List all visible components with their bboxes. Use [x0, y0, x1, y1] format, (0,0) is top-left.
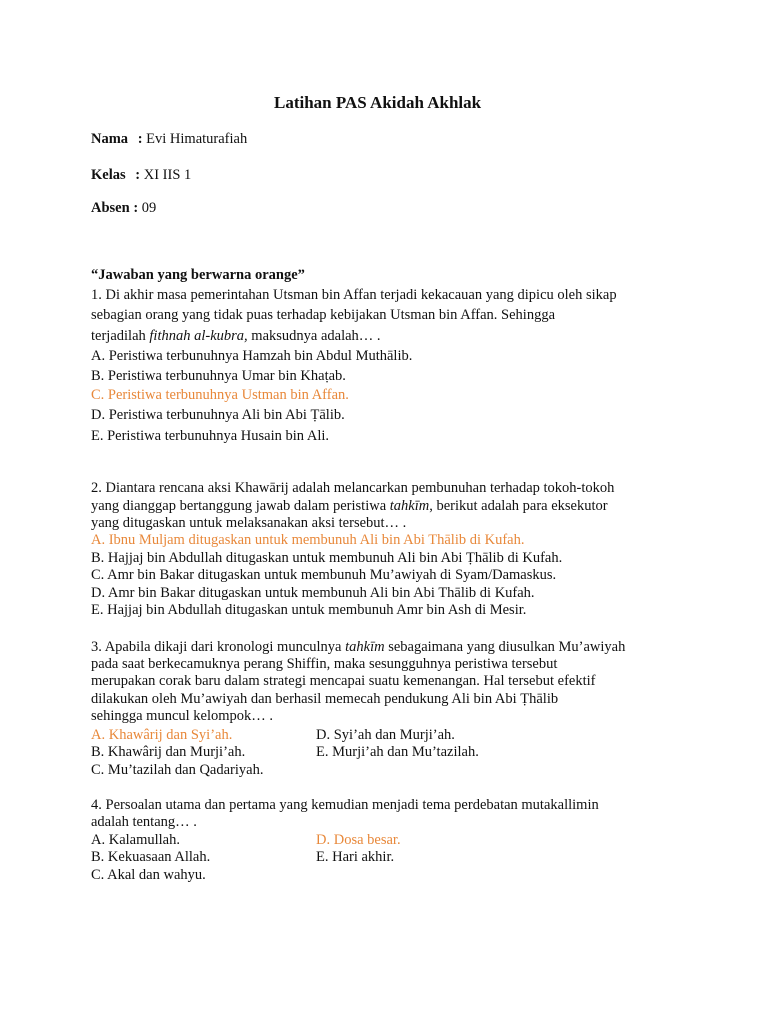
kelas-row	[91, 166, 191, 184]
kelas-label: Kelas	[91, 167, 126, 183]
q4-text-line-1: 4. Persoalan utama dan pertama yang kemudian menjadi tema perdebatan mutakallimin	[91, 797, 599, 813]
q2-option-a-answer: A. Ibnu Muljam ditugaskan untuk membunuh Ali bin Abi Thālib di Kufah.	[91, 532, 525, 548]
q1-text-line-1: 1. Di akhir masa pemerintahan Utsman bin Affan terjadi kekacauan yang dipicu oleh sikap	[91, 287, 617, 303]
q4-option-b: B. Kekuasaan Allah.	[91, 849, 211, 865]
q2-option-d: D. Amr bin Bakar ditugaskan untuk membunuh Ali bin Abi Thālib di Kufah.	[91, 585, 535, 601]
q2-text-line-1: 2. Diantara rencana aksi Khawārij adalah melancarkan pembunuhan terhadap tokoh-tokoh	[91, 480, 615, 496]
q2-term: tahkīm	[389, 498, 430, 514]
q3-option-b: B. Khawârij dan Murji’ah.	[91, 744, 246, 760]
q2-option-e: E. Hajjaj bin Abdullah ditugaskan untuk membunuh Amr bin Ash di Mesir.	[91, 602, 527, 618]
absen-row	[91, 199, 156, 217]
q2-line-2-post: , berikut adalah para eksekutor	[429, 498, 608, 514]
absen-label: Absen	[91, 200, 130, 216]
nama-row	[91, 130, 247, 148]
q3-option-d: D. Syi’ah dan Murji’ah.	[316, 727, 455, 743]
nama-value: Evi Himaturafiah	[146, 131, 248, 147]
q4-option-d-answer: D. Dosa besar.	[316, 832, 401, 848]
nama-label: Nama	[91, 131, 129, 147]
kelas-separator: :	[135, 167, 141, 183]
q1-option-d: D. Peristiwa terbunuhnya Ali bin Abi Ṭālib.	[91, 407, 345, 423]
q4-option-c: C. Akal dan wahyu.	[91, 867, 206, 883]
q3-text-line-1	[91, 638, 625, 656]
q3-line-1-pre: 3. Apabila dikaji dari kronologi munculnya	[91, 639, 346, 655]
kelas-value: XI IIS 1	[143, 167, 192, 183]
q3-text-line-2: pada saat berkecamuknya perang Shiffin, maka sesungguhnya peristiwa tersebut	[91, 656, 558, 672]
q2-text-line-2	[91, 497, 608, 515]
absen-separator: :	[133, 200, 139, 216]
q2-option-b: B. Hajjaj bin Abdullah ditugaskan untuk membunuh Ali bin Abi Ṭhālib di Kufah.	[91, 550, 563, 566]
q1-option-b: B. Peristiwa terbunuhnya Umar bin Khaṭab.	[91, 368, 346, 384]
q3-text-line-4: dilakukan oleh Mu’awiyah dan berhasil memecah pendukung Ali bin Abi Ṭhālib	[91, 691, 559, 707]
q2-line-2-pre: yang dianggap bertanggung jawab dalam peristiwa	[91, 498, 390, 514]
q2-option-c: C. Amr bin Bakar ditugaskan untuk membunuh Mu’awiyah di Syam/Damaskus.	[91, 567, 557, 583]
page-title: Latihan PAS Akidah Akhlak	[274, 93, 482, 112]
q1-term: fithnah al-kubra,	[149, 328, 248, 344]
q1-line-3-pre: terjadilah	[91, 328, 150, 344]
q1-text-line-2: sebagian orang yang tidak puas terhadap kebijakan Utsman bin Affan. Sehingga	[91, 307, 556, 323]
q3-line-1-post: sebagaimana yang diusulkan Mu’awiyah	[384, 639, 626, 655]
q1-option-e: E. Peristiwa terbunuhnya Husain bin Ali.	[91, 428, 330, 444]
q4-option-e: E. Hari akhir.	[316, 849, 395, 865]
q1-option-c-answer: C. Peristiwa terbunuhnya Ustman bin Affan.	[91, 387, 349, 403]
answer-color-note: “Jawaban yang berwarna orange”	[91, 267, 305, 283]
q3-term: tahkīm	[345, 639, 385, 655]
q4-option-a: A. Kalamullah.	[91, 832, 180, 848]
q3-option-a-answer: A. Khawârij dan Syi’ah.	[91, 727, 233, 743]
q3-text-line-5: sehingga muncul kelompok… .	[91, 708, 274, 724]
nama-separator: :	[137, 131, 143, 147]
q1-line-3-post: maksudnya adalah… .	[247, 328, 381, 344]
q2-text-line-3: yang ditugaskan untuk melaksanakan aksi tersebut… .	[91, 515, 407, 531]
q1-text-line-3	[91, 327, 381, 345]
q3-option-c: C. Mu’tazilah dan Qadariyah.	[91, 762, 264, 778]
q3-text-line-3: merupakan corak baru dalam strategi mencapai suatu kemenangan. Hal tersebut efektif	[91, 673, 596, 689]
absen-value: 09	[141, 200, 157, 216]
q1-option-a: A. Peristiwa terbunuhnya Hamzah bin Abdul Muthālib.	[91, 348, 413, 364]
q4-text-line-2: adalah tentang… .	[91, 814, 197, 830]
q3-option-e: E. Murji’ah dan Mu’tazilah.	[316, 744, 479, 760]
